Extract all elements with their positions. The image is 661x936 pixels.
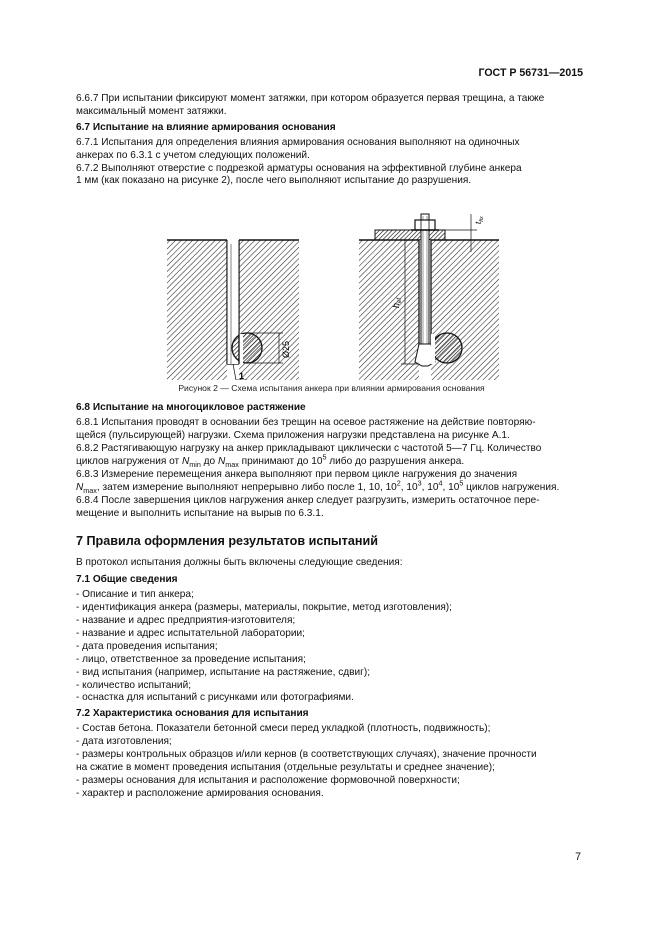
figure-2 — [76, 194, 587, 380]
para-line: максимальный момент затяжки. — [76, 105, 227, 117]
para-6-8-4-line1: 6.8.4 После завершения циклов нагружения анкер следует разгрузить, измерить остаточное пере- — [76, 494, 540, 506]
figure-2-caption: Рисунок 2 — Схема испытания анкера при влиянии армирования основания — [178, 383, 485, 394]
para-6-7-1-line1: 6.7.1 Испытания для определения влияния армирования основания выполняют на одиночных — [76, 136, 520, 148]
list-item: - характер и расположение армирования основания. — [76, 787, 324, 799]
anchor-bolt — [421, 214, 429, 354]
page-content — [76, 93, 587, 801]
list-item: - название и адрес испытательной лаборатории; — [76, 627, 305, 639]
section-7-intro: В протокол испытания должны быть включены следующие сведения: — [76, 557, 403, 569]
para-6-8-3-line1: 6.8.3 Измерение перемещения анкера выполняют при первом цикле нагружения до значения — [76, 468, 518, 480]
figure-2-drawing — [165, 194, 525, 380]
section-7-title: 7 Правила оформления результатов испытаний — [76, 534, 378, 549]
callout-1: 1 — [239, 371, 245, 381]
section-7-1-title: 7.1 Общие сведения — [76, 574, 178, 586]
list-item: - вид испытания (например, испытание на растяжение, сдвиг); — [76, 666, 371, 678]
list-item: - идентификация анкера (размеры, материалы, покрытие, метод изготовления); — [76, 602, 452, 614]
base-info-list — [76, 723, 587, 800]
list-item: - название и адрес предприятия-изготовителя; — [76, 615, 296, 627]
diameter-label: Ø25 — [281, 341, 291, 359]
rebar-left — [232, 333, 262, 363]
list-item: - количество испытаний; — [76, 679, 192, 691]
list-item: - дата изготовления; — [76, 736, 172, 748]
para-6-7-1-line2: анкерах по 6.3.1 с учетом следующих положений. — [76, 149, 310, 161]
list-item: на сжатие в момент проведения испытания (отдельные результаты и среднее значение); — [76, 762, 495, 773]
left-diagram — [167, 240, 299, 380]
para-6-6-7 — [76, 93, 587, 106]
list-item: - оснастка для испытаний с рисунками или фотографиями. — [76, 692, 354, 704]
para-6-8-1-line1: 6.8.1 Испытания проводят в основании без трещин на осевое растяжение на действие повторяю- — [76, 417, 536, 429]
list-item: - лицо, ответственное за проведение испытания; — [76, 653, 306, 665]
para-6-8-4-line2: мещение и выполнить испытание на вырыв по 6.3.1. — [76, 507, 324, 519]
rebar-right — [432, 333, 462, 363]
right-diagram — [359, 214, 499, 380]
tfix-label: $t_{fix}$ — [474, 216, 485, 225]
list-item: - Описание и тип анкера; — [76, 589, 194, 601]
nut — [415, 220, 435, 230]
section-6-7-title: 6.7 Испытание на влияние армирования основания — [76, 121, 336, 133]
section-6-8-title: 6.8 Испытание на многоцикловое растяжение — [76, 402, 306, 414]
section-7-2-title: 7.2 Характеристика основания для испытания — [76, 708, 309, 720]
list-item: - Состав бетона. Показатели бетонной смеси перед укладкой (плотность, подвижность); — [76, 723, 491, 735]
para-6-7-2-line1: 6.7.2 Выполняют отверстие с подрезкой арматуры основания на эффективной глубине анкера — [76, 162, 522, 174]
para-6-8-2-line1: 6.8.2 Растягивающую нагрузку на анкер прикладывают циклически с частотой 5—7 Гц. Количество — [76, 442, 542, 454]
general-info-list — [76, 589, 587, 705]
list-item: - размеры основания для испытания и расположение формовочной поверхности; — [76, 774, 460, 786]
list-item: - размеры контрольных образцов и/или кернов (в соответствующих случаях), значение прочности — [76, 749, 537, 761]
para-line: 6.6.7 При испытании фиксируют момент затяжки, при котором образуется первая трещина, а также — [76, 93, 545, 104]
concrete-left — [167, 240, 227, 380]
para-6-7-2-line2: 1 мм (как показано на рисунке 2), после чего выполняют испытание до разрушения. — [76, 175, 472, 187]
fixture-plate — [375, 230, 445, 240]
page-number: 7 — [575, 851, 581, 863]
para-6-8-1-line2: щейся (пульсирующей) нагрузки. Схема приложения нагрузки представлена на рисунке А.1. — [76, 430, 510, 442]
concrete-left-2 — [359, 240, 419, 380]
para-6-8-2-line2: циклов нагружения от $N_{min}$ до $N_{max}$ принимают до $10^5$ либо до разрушения анкера. — [76, 452, 465, 469]
document-header: ГОСТ Р 56731—2015 — [478, 67, 583, 79]
hef-label: $h_{ef}$ — [391, 298, 403, 309]
list-item: - дата проведения испытания; — [76, 640, 218, 652]
para-6-8-3-line2: $N_{max}$, затем измерение выполняют непрерывно либо после 1, 10, $10^2$, $10^3$, $10^4$, $10^5$ циклов нагружения. — [76, 478, 560, 495]
